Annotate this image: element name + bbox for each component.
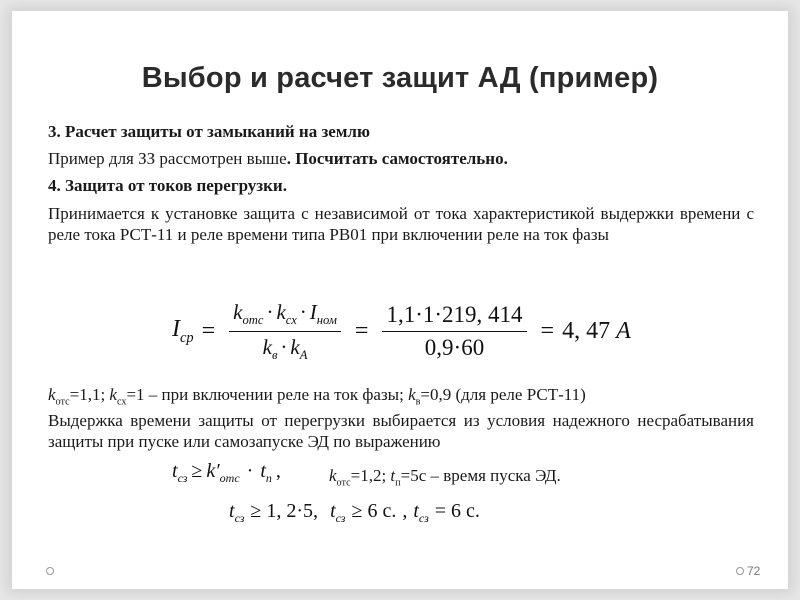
section-4-paragraph-2: Выдержка времени защиты от перегрузки выбирается из условия надежного несрабатывания защиты при пуске или самозапуске ЭД по выражению <box>48 411 754 451</box>
formula-result: 4, 47 <box>562 318 611 345</box>
section-4-heading: 4. Защита от токов перегрузки. <box>48 176 287 195</box>
equals-sign: = <box>201 318 216 345</box>
section-3-text-bold: . Посчитать самостоятельно. <box>286 149 508 168</box>
decorative-bullet-right-icon <box>736 567 744 575</box>
equals-sign: = <box>354 318 369 345</box>
formula-delay-result: $t_{сз}$ ≥ 1, 2·5, $t_{сз}$ ≥ 6 с. , $t_{сз}$ = 6 с. <box>229 500 480 525</box>
formula-current <box>172 300 631 363</box>
section-3-text-plain: Пример для ЗЗ рассмотрен выше <box>48 149 287 168</box>
section-3-text <box>48 149 508 169</box>
page-number: 72 <box>747 564 761 578</box>
section-4-paragraph: Принимается к установке защита с независимой от тока характеристикой выдержки времени с реле тока РСТ-11 и реле времени типа РВ01 при включении реле на ток фазы <box>48 204 754 244</box>
formula-lhs: $I_{ср}$ <box>172 316 194 347</box>
formula-delay-condition: $t_{сз}$ ≥ $k'_{отс}$ · $t_п$ , <box>172 460 281 485</box>
formula-unit: A <box>616 318 631 345</box>
fraction-numeric: $\frac{1,1\cdot 1\cdot 219, 414}{0,9\cdot 60}$ <box>382 302 526 361</box>
equals-sign: = <box>540 318 555 345</box>
coefficients-line: $k_{отс}=1,1$; $k_{сх}=1$ – при включении реле на ток фазы; $k_в=0,9$ (для реле РСТ-11) <box>48 385 586 408</box>
section-3-heading: 3. Расчет защиты от замыканий на землю <box>48 122 370 141</box>
fraction-symbolic: $\frac{k_{отс} \cdot k_{сх} \cdot I_{ном}}{k_в \cdot k_А}$ <box>229 300 341 363</box>
slide-title: Выбор и расчет защит АД (пример) <box>141 62 659 94</box>
decorative-bullet-left-icon <box>46 567 54 575</box>
delay-note: $k_{отс}=1,2$; $t_п=5с$ – время пуска ЭД. <box>329 466 561 489</box>
